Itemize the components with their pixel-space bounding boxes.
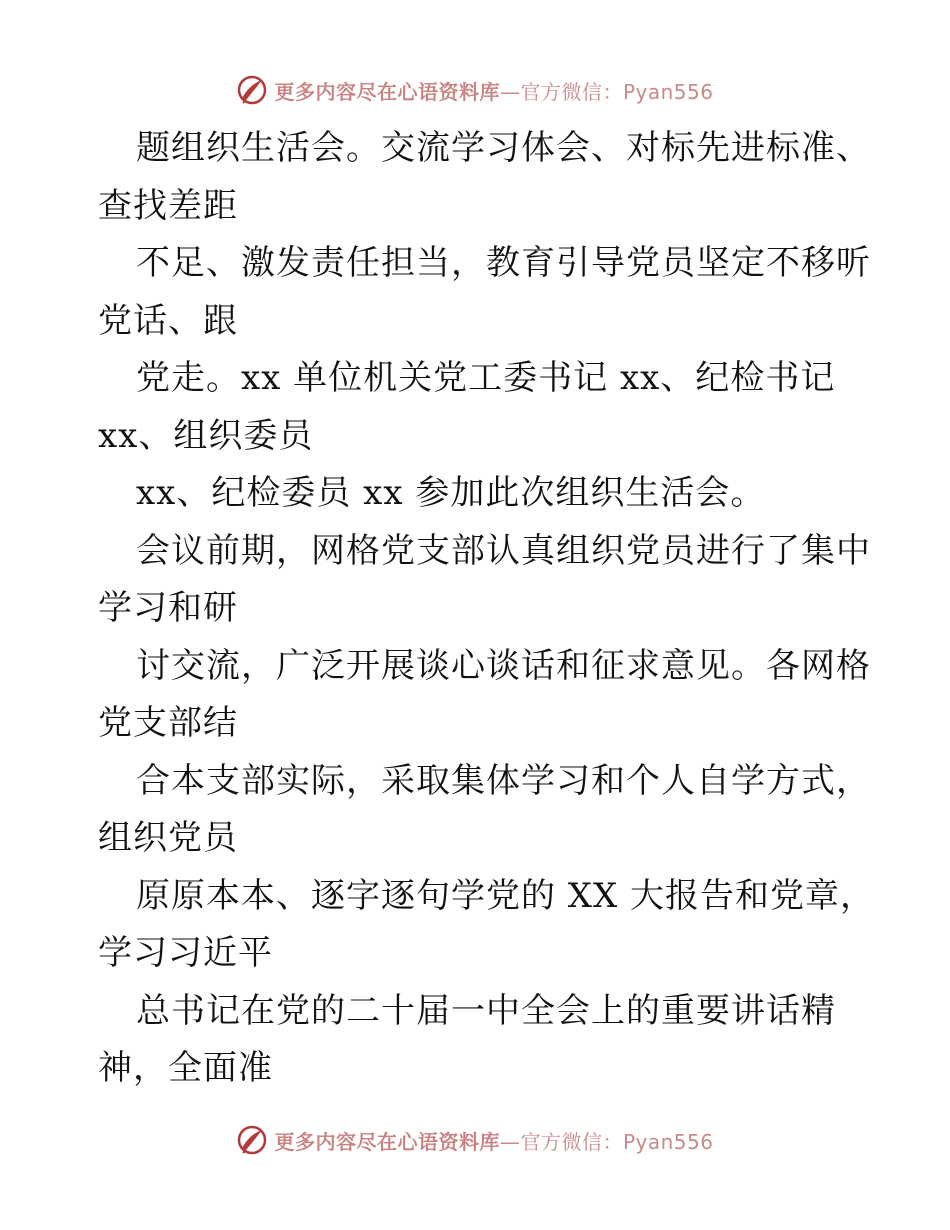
paragraph-line: 查找差距 [98,185,238,226]
paragraph-line: 原原本本、逐字逐句学党的 XX 大报告和党章， [136,875,876,916]
paragraph-line: 党走。xx 单位机关党工委书记 xx、纪检书记 [136,358,836,398]
paragraph-line: 党话、跟 [98,300,238,341]
pen-logo-icon [236,1124,268,1156]
document-body [98,120,876,1098]
paragraph-line: 党支部结 [98,703,238,743]
dash: — [499,1129,521,1154]
paragraph-line: 总书记在党的二十届一中全会上的重要讲话精 [136,990,836,1031]
wechat-text: 官方微信：Pyan556 [520,1129,714,1154]
paragraph-line: 神，全面准 [98,1048,273,1088]
dash: — [499,79,521,104]
paragraph-line: xx、纪检委员 xx 参加此次组织生活会。 [136,473,766,513]
paragraph-line: 不足、激发责任担当，教育引导党员坚定不移听 [136,243,871,283]
wechat-text: 官方微信：Pyan556 [520,79,714,104]
footer-watermark [0,1120,950,1160]
paragraph-line: 讨交流，广泛开展谈心谈话和征求意见。各网格 [136,645,871,686]
brand-text: 更多内容尽在心语资料库 [274,1129,500,1154]
paragraph-line: 学习和研 [98,588,238,628]
brand-text: 更多内容尽在心语资料库 [274,79,500,104]
paragraph-line: 合本支部实际，采取集体学习和个人自学方式， [136,760,871,801]
paragraph-line: 学习习近平 [98,933,273,973]
paragraph-line: 会议前期，网格党支部认真组织党员进行了集中 [136,530,871,571]
pen-logo-icon [236,74,268,106]
paragraph-line: xx、组织委员 [98,415,314,456]
paragraph-line: 组织党员 [98,818,238,858]
header-watermark [0,70,950,110]
paragraph-line: 题组织生活会。交流学习体会、对标先进标准、 [136,128,871,168]
